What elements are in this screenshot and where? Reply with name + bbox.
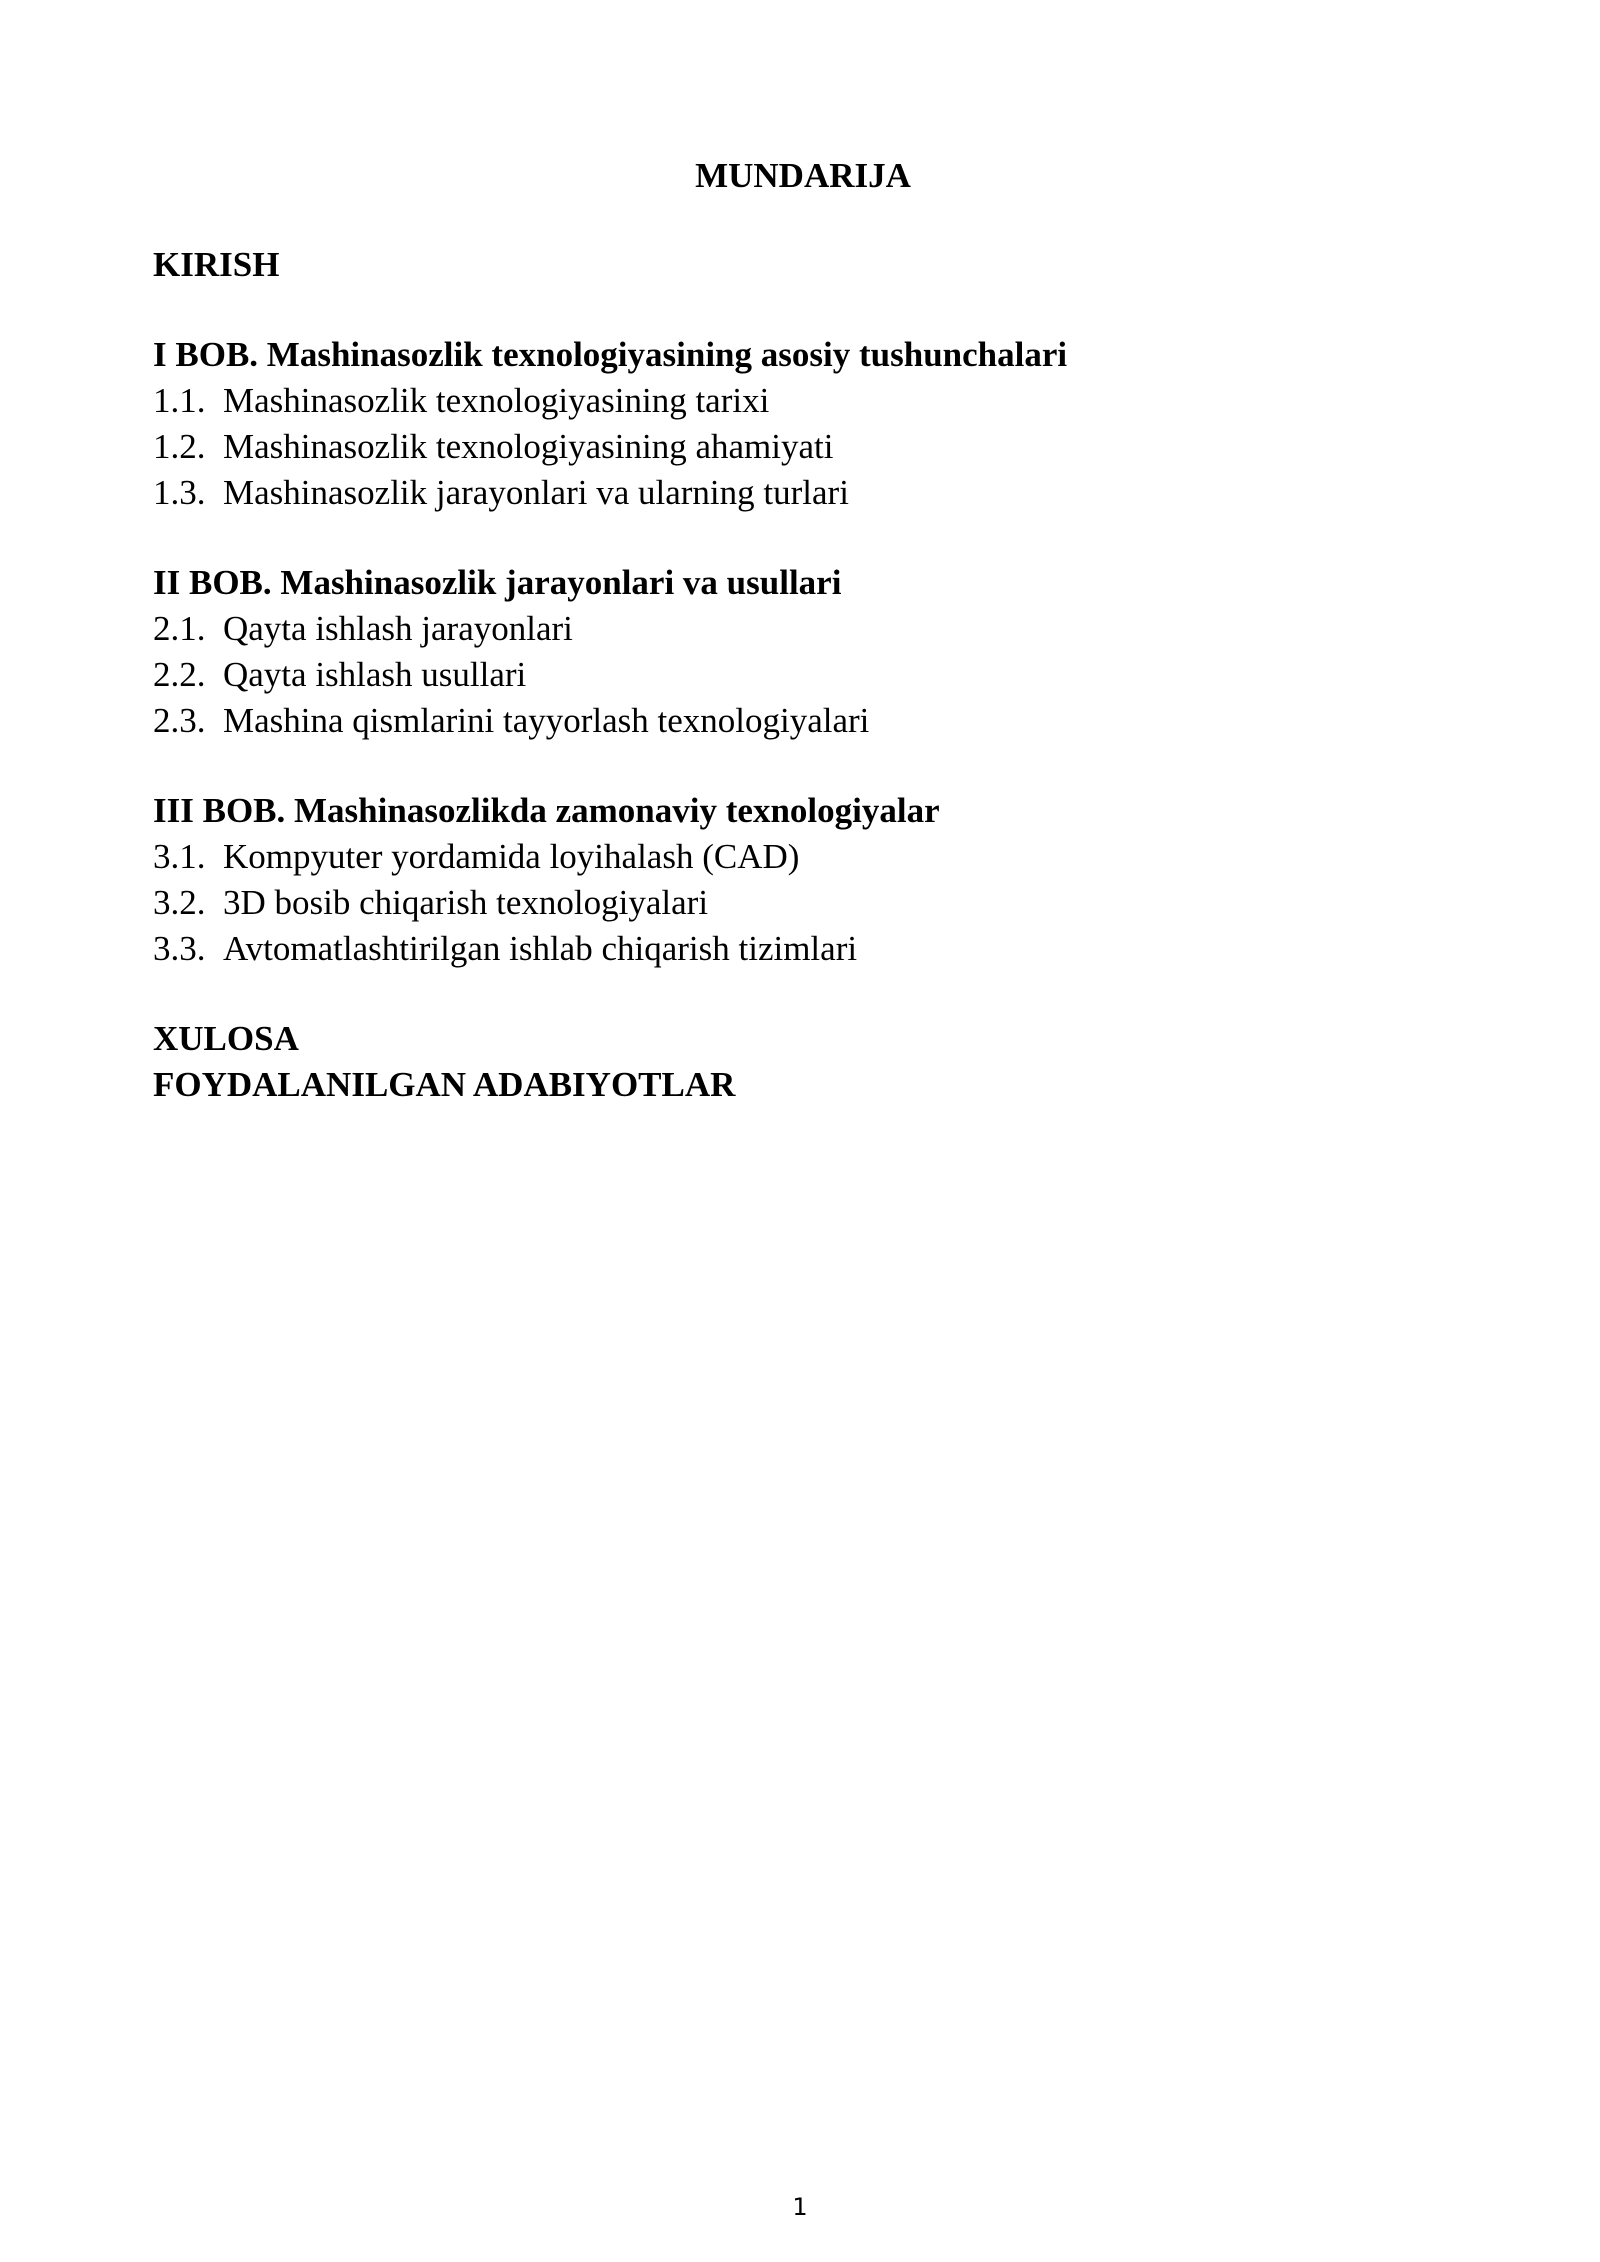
section-title: Avtomatlashtirilgan ishlab chiqarish tizimlari <box>223 929 858 968</box>
section-number: 3.2. <box>153 883 206 922</box>
spacer <box>153 744 1453 788</box>
page-title: MUNDARIJA <box>695 156 911 195</box>
page-number: 1 <box>792 2193 808 2221</box>
toc-section-3-2 <box>153 880 1453 926</box>
section-title: Qayta ishlash jarayonlari <box>223 609 573 648</box>
section-number: 3.1. <box>153 837 206 876</box>
section-number: 2.3. <box>153 701 206 740</box>
chapter-1-heading: I BOB. Mashinasozlik texnologiyasining asosiy tushunchalari <box>153 335 1068 374</box>
toc-references: FOYDALANILGAN ADABIYOTLAR <box>153 1065 736 1104</box>
table-of-contents <box>153 242 1453 1108</box>
toc-section-2-3 <box>153 698 1453 744</box>
spacer <box>153 288 1453 332</box>
toc-section-1-2 <box>153 424 1453 470</box>
toc-section-1-3 <box>153 470 1453 516</box>
section-number: 2.2. <box>153 655 206 694</box>
section-title: Qayta ishlash usullari <box>223 655 527 694</box>
section-number: 1.3. <box>153 473 206 512</box>
section-title: Mashinasozlik texnologiyasining tarixi <box>223 381 770 420</box>
section-number: 2.1. <box>153 609 206 648</box>
section-number: 1.2. <box>153 427 206 466</box>
toc-intro: KIRISH <box>153 245 280 284</box>
section-title: Kompyuter yordamida loyihalash (CAD) <box>223 837 800 876</box>
section-title: Mashinasozlik texnologiyasining ahamiyati <box>223 427 834 466</box>
toc-section-2-1 <box>153 606 1453 652</box>
section-number: 3.3. <box>153 929 206 968</box>
toc-section-3-1 <box>153 834 1453 880</box>
spacer <box>153 972 1453 1016</box>
spacer <box>153 516 1453 560</box>
toc-conclusion: XULOSA <box>153 1019 299 1058</box>
chapter-2-heading: II BOB. Mashinasozlik jarayonlari va usullari <box>153 563 842 602</box>
toc-section-2-2 <box>153 652 1453 698</box>
section-title: Mashina qismlarini tayyorlash texnologiyalari <box>223 701 870 740</box>
section-number: 1.1. <box>153 381 206 420</box>
toc-section-1-1 <box>153 378 1453 424</box>
section-title: Mashinasozlik jarayonlari va ularning turlari <box>223 473 849 512</box>
chapter-3-heading: III BOB. Mashinasozlikda zamonaviy texnologiyalar <box>153 791 940 830</box>
toc-section-3-3 <box>153 926 1453 972</box>
section-title: 3D bosib chiqarish texnologiyalari <box>223 883 709 922</box>
